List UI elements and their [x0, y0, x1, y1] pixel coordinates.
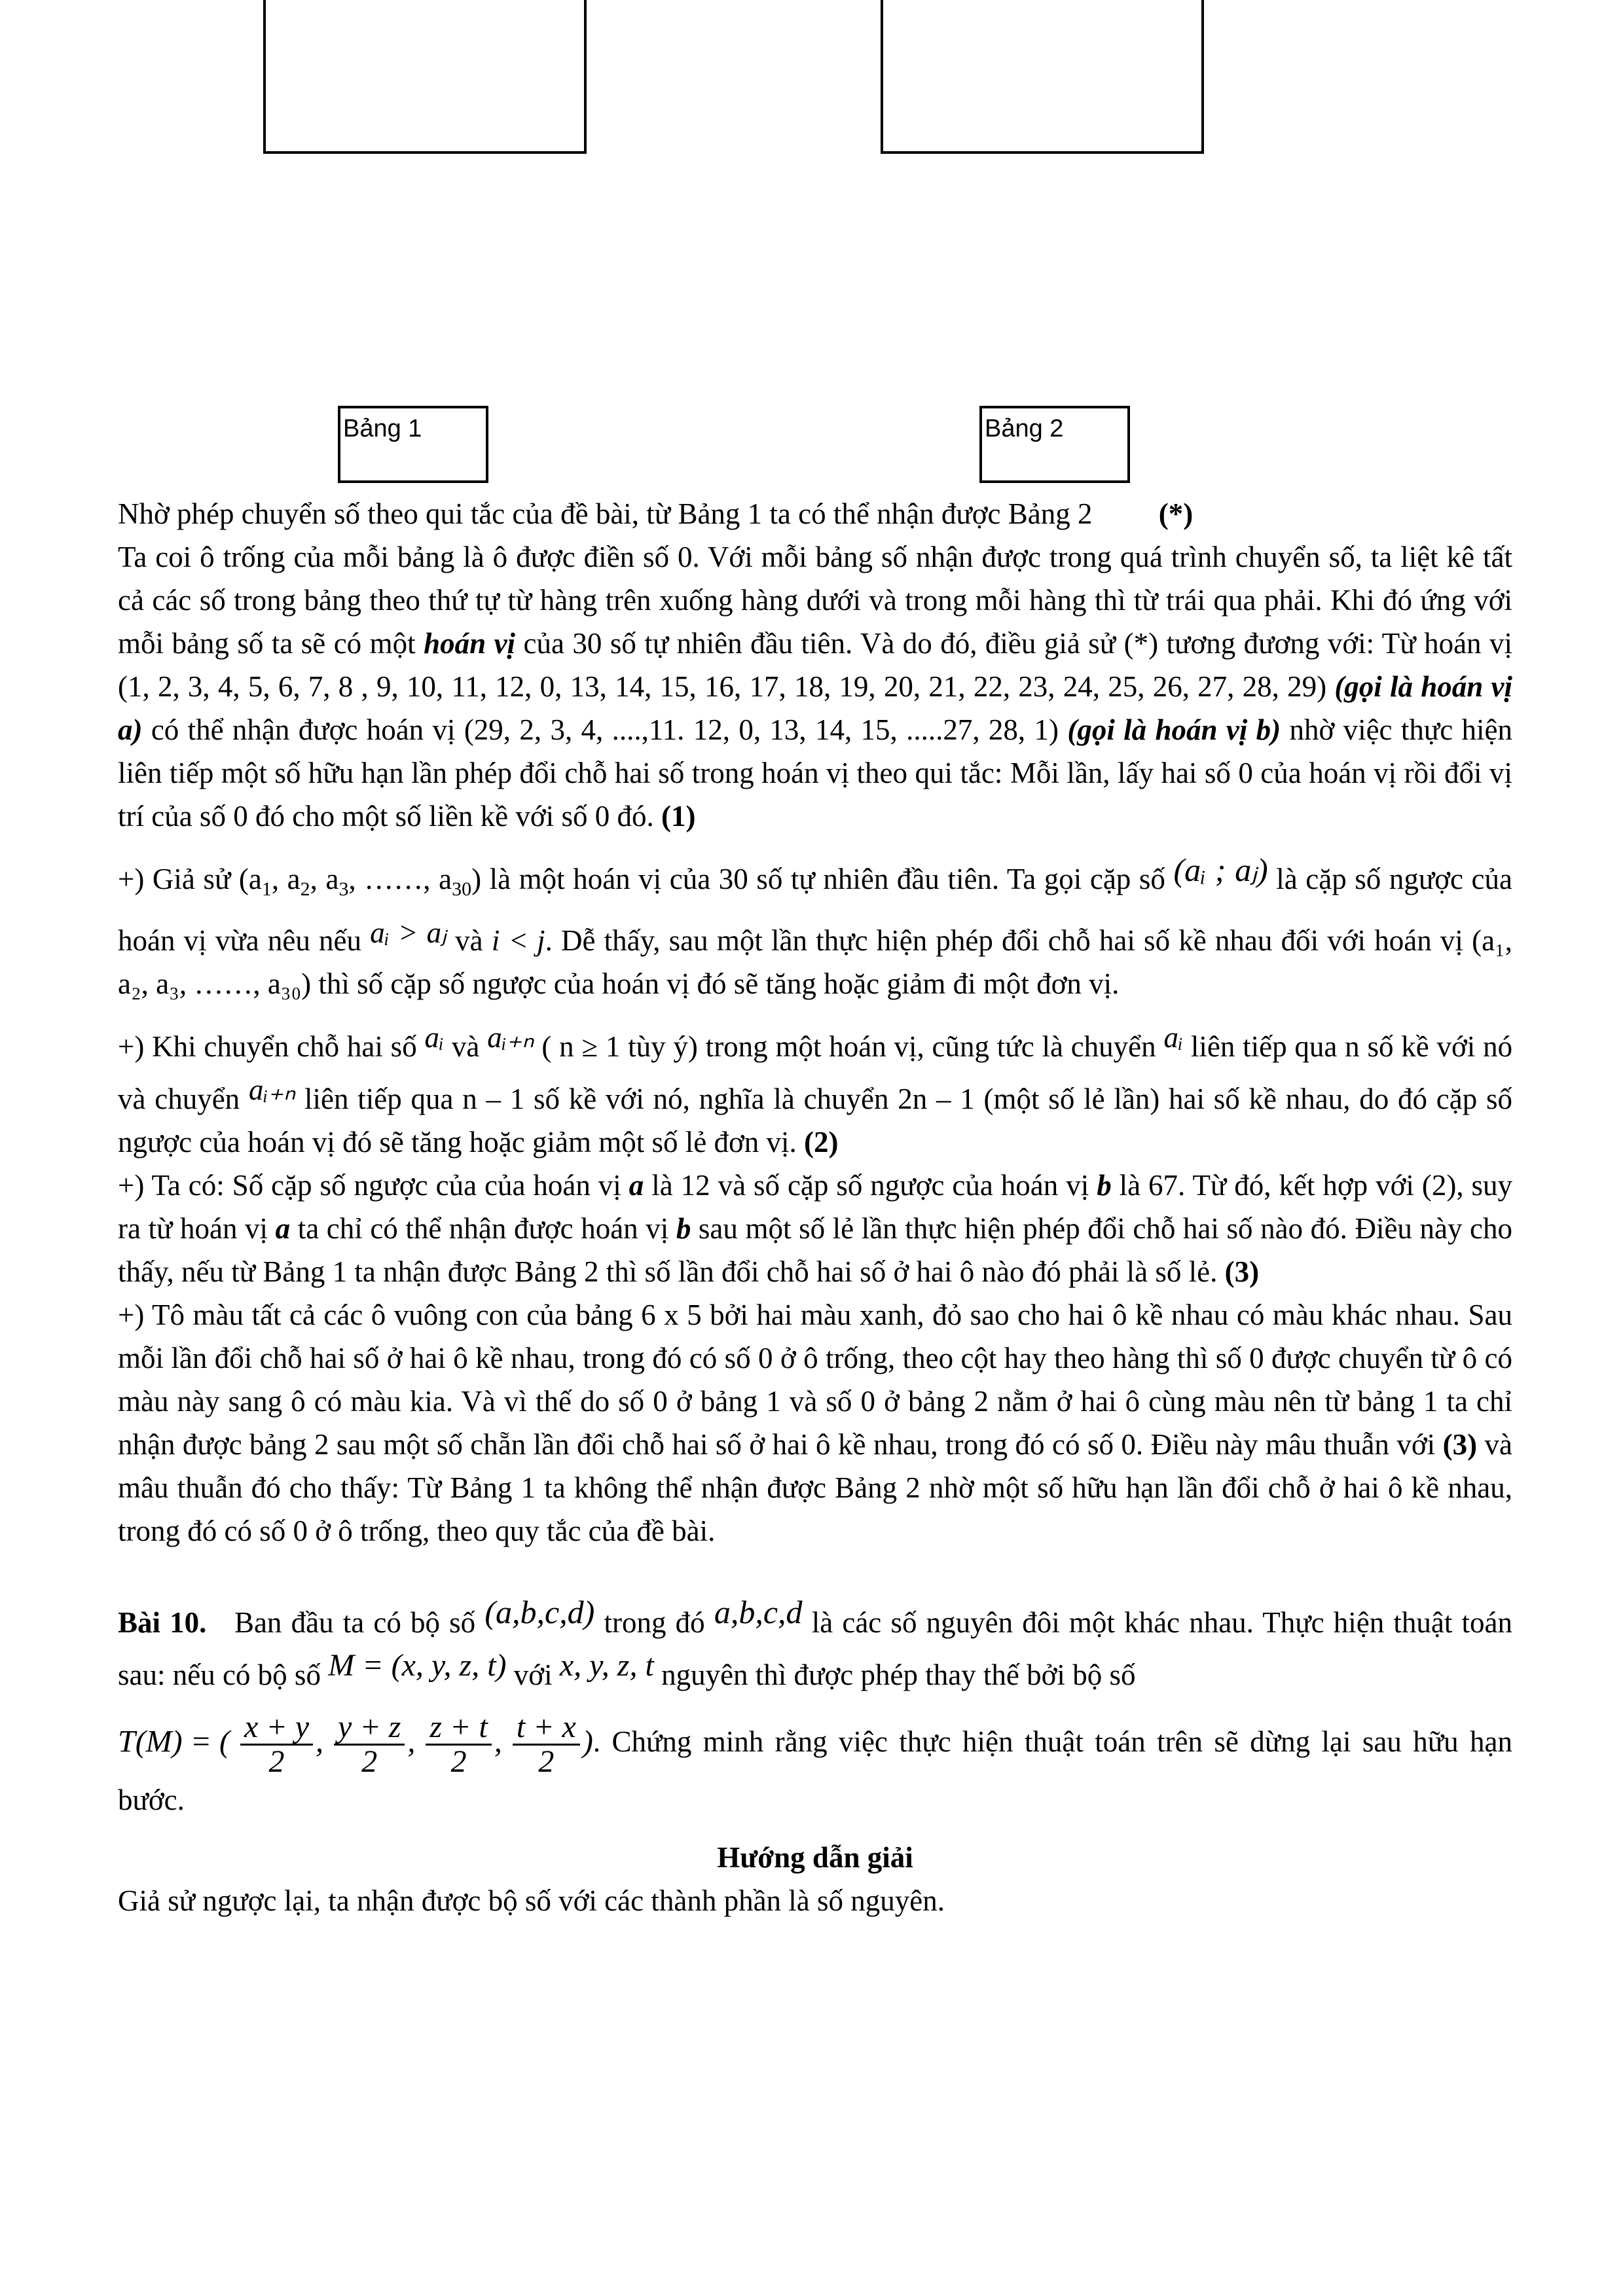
problem-label: Bài 10.	[118, 1606, 207, 1639]
tuple-M: M = (x, y, z, t)	[328, 1648, 507, 1683]
table-2-label: Bảng 2	[979, 406, 1130, 483]
table-1-frame	[263, 0, 587, 154]
table-1-label: Bảng 1	[338, 406, 488, 483]
paragraph-permutation: Ta coi ô trống của mỗi bảng là ô được điền số 0. Với mỗi bảng số nhận được trong quá trình chuyển số, ta liệt kê tất cả các số trong bảng theo thứ tự từ hàng trên xuống hàng dưới và trong mỗi hàng thì từ trái qua phải. Khi đó ứng với mỗi bảng số ta sẽ có một hoán vị của 30 số tự nhiên đầu tiên. Và do đó, điều giả sử (*) tương đương với: Từ hoán vị (1, 2, 3, 4, 5, 6, 7, 8 , 9, 10, 11, 12, 0, 13, 14, 15, 16, 17, 18, 19, 20, 21, 22, 23, 24, 25, 26, 27, 28, 29) (gọi là hoán vị a) có thể nhận được hoán vị (29, 2, 3, 4, ....,11. 12, 0, 13, 14, 15, .....27, 28, 1) (gọi là hoán vị b) nhờ việc thực hiện liên tiếp một số hữu hạn lần phép đổi chỗ hai số trong hoán vị theo qui tắc: Mỗi lần, lấy hai số 0 của hoán vị rồi đổi vị trí của số 0 đó cho một số liền kề với số 0 đó. (1)	[118, 541, 1513, 833]
guide-title: Hướng dẫn giải	[717, 1841, 913, 1874]
table-2-frame	[881, 0, 1204, 154]
ain-formula: aᵢ₊ₙ	[487, 1021, 534, 1054]
paragraph-move: +) Khi chuyển chỗ hai số aᵢ và aᵢ₊ₙ ( n ≥ 1 tùy ý) trong một hoán vị, cũng tức là chuyển aᵢ liên tiếp qua n số kề với nó và chuyển aᵢ₊ₙ liên tiếp qua n – 1 số kề với nó, nghĩa là chuyển 2n – 1 (một số lẻ lần) hai số kề nhau, do đó cặp số ngược của hoán vị đó sẽ tăng hoặc giảm một số lẻ đơn vị. (2)	[118, 1021, 1513, 1158]
paragraph-count: +) Ta có: Số cặp số ngược của của hoán vị a là 12 và số cặp số ngược của hoán vị b là 67. Từ đó, kết hợp với (2), suy ra từ hoán vị a ta chỉ có thể nhận được hoán vị b sau một số lẻ lần thực hiện phép đổi chỗ hai số nào đó. Điều này cho thấy, nếu từ Bảng 1 ta nhận được Bảng 2 thì số lần đổi chỗ hai số ở hai ô nào đó phải là số lẻ. (3)	[118, 1169, 1513, 1288]
transform-formula: T(M) = ( $\frac{x + y}{2}$ , $\frac{y + z}{2}$ , $\frac{z + t}{2}$ , $\frac{t + x}{2}$ )	[118, 1710, 593, 1779]
paragraph-coloring: +) Tô màu tất cả các ô vuông con của bảng 6 x 5 bởi hai màu xanh, đỏ sao cho hai ô kề nhau có màu khác nhau. Sau mỗi lần đổi chỗ hai số ở hai ô kề nhau, trong đó có số 0 ở ô trống, theo cột hay theo hàng thì số 0 được chuyển từ ô có màu này sang ô có màu kia. Và vì thế do số 0 ở bảng 1 và số 0 ở bảng 2 nằm ở hai ô cùng màu nên từ bảng 1 ta chỉ nhận được bảng 2 sau một số chẵn lần đổi chỗ hai số ở hai ô kề nhau, trong đó có số 0. Điều này mâu thuẫn với (3) và mâu thuẫn đó cho thấy: Từ Bảng 1 ta không thể nhận được Bảng 2 nhờ một số hữu hạn lần đổi chỗ ở hai ô kề nhau, trong đó có số 0 ở ô trống, theo quy tắc của đề bài.	[118, 1299, 1512, 1547]
paragraph-claim: Nhờ phép chuyển số theo qui tắc của đề bài, từ Bảng 1 ta có thể nhận được Bảng 2 (*)	[118, 497, 1194, 530]
inequality-ij: i < j	[491, 924, 545, 957]
inequality-a: aᵢ > aⱼ	[370, 916, 447, 949]
guide-text: Giả sử ngược lại, ta nhận được bộ số với các thành phần là số nguyên.	[118, 1884, 945, 1917]
ai-formula: aᵢ	[424, 1021, 445, 1054]
pair-formula: (aᵢ ; aⱼ)	[1173, 852, 1268, 888]
problem-10: Bài 10. Ban đầu ta có bộ số (a,b,c,d) trong đó a,b,c,d là các số nguyên đôi một khác nhau. Thực hiện thuật toán sau: nếu có bộ số M = (x, y, z, t) với x, y, z, t nguyên thì được phép thay thế bởi bộ số T(M) = ( $\frac{x + y}{2}$ , $\frac{y + z}{2}$ , $\frac{z + t}{2}$ , $\frac{t + x}{2}$ ). Chứng minh rằng việc thực hiện thuật toán trên sẽ dừng lại sau hữu hạn bước.	[118, 1594, 1513, 1816]
paragraph-inversion: +) Giả sử ($a_1$, $a_2$, $a_3$, ……, $a_{30}$) là một hoán vị của 30 số tự nhiên đầu tiên. Ta gọi cặp số (aᵢ ; aⱼ) là cặp số ngược của hoán vị vừa nêu nếu aᵢ > aⱼ và i < j. Dễ thấy, sau một lần thực hiện phép đổi chỗ hai số kề nhau đối với hoán vị (a₁, a₂, a₃, ……, a₃₀) thì số cặp số ngược của hoán vị đó sẽ tăng hoặc giảm đi một đơn vị.	[118, 852, 1512, 1000]
document-body	[118, 492, 1512, 1922]
